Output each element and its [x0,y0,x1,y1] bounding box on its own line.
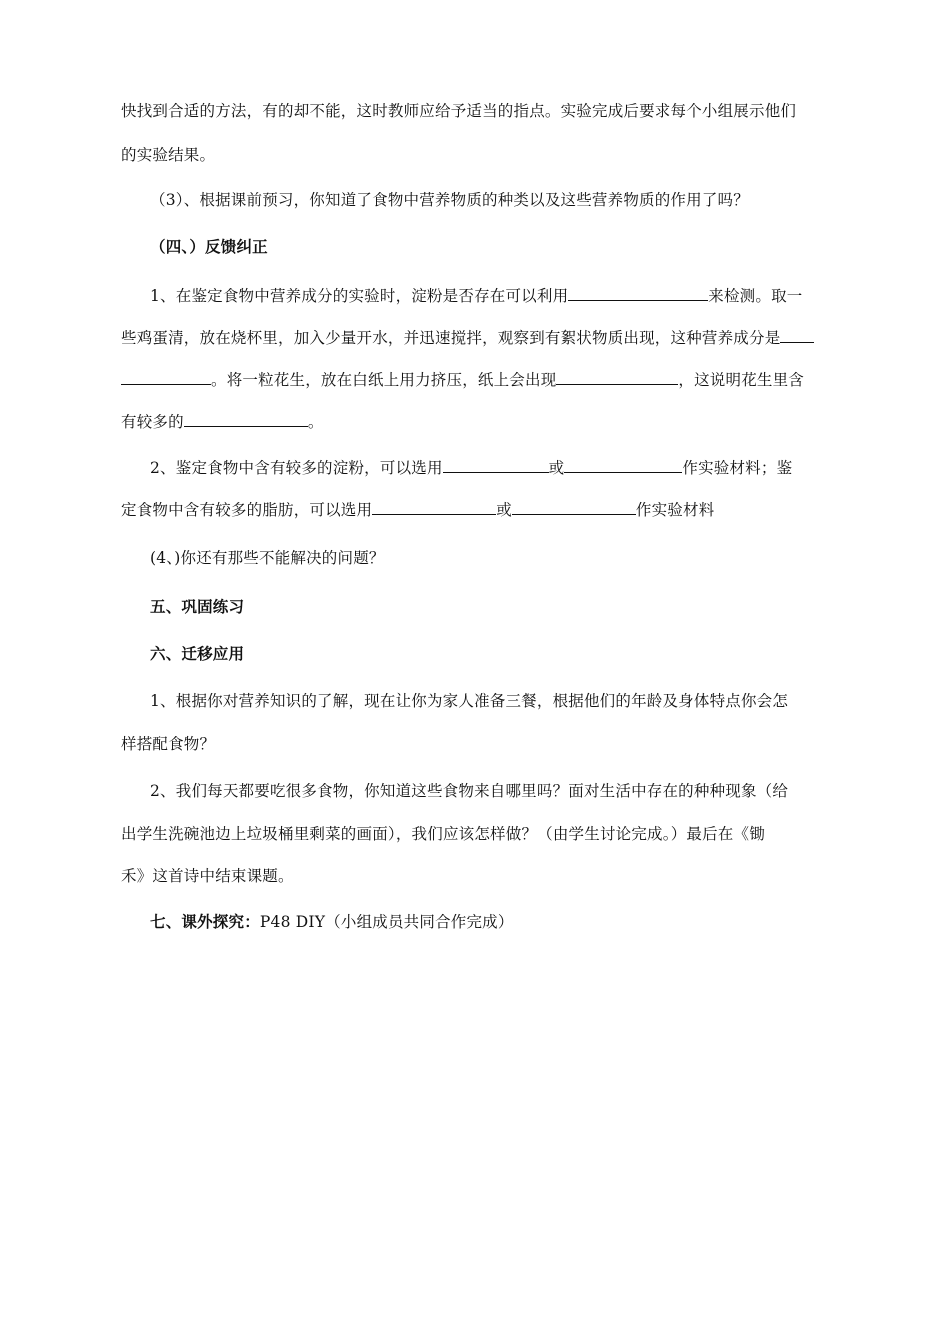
fill-blank [780,327,814,343]
fill-blank [556,369,678,385]
paragraph-line: 的实验结果。 [121,146,216,164]
exercise-text: 定食物中含有较多的脂肪，可以选用 [121,501,373,519]
exercise-text: 或 [496,501,512,519]
exercise-text: 作实验材料；鉴 [682,459,793,477]
exercise-text: 。 [307,413,324,431]
exercise-1-line [121,411,324,433]
question-4-text: (4、)你还有那些不能解决的问题？ [150,549,385,567]
paragraph-line: 快找到合适的方法，有的却不能，这时教师应给予适当的指点。实验完成后要求每个小组展示他们 [121,102,797,120]
exercise-text: 些鸡蛋清，放在烧杯里，加入少量开水，并迅速搅拌，观察到有絮状物质出现，这种营养成分是 [121,329,781,347]
exercise-1-line [150,285,802,307]
exercise-text: 有较多的 [121,413,184,431]
exercise-text: 1、在鉴定食物中营养成分的实验时，淀粉是否存在可以利用 [150,287,569,305]
heading-text: P48 DIY（小组成员共同合作完成） [259,913,514,931]
fill-blank [121,369,211,385]
exercise-1-line [121,369,804,391]
exercise-text: 来检测。取一 [708,287,803,305]
exercise-2-line [121,499,714,521]
fill-blank [568,285,708,301]
fill-blank [443,457,549,473]
exercise-text: ，这说明花生里含 [678,371,805,389]
section-heading-7 [150,911,514,933]
exercise-text: 作实验材料 [635,501,715,519]
section-heading-4: （四、）反馈纠正 [150,237,268,256]
question-3-text: （3）、根据课前预习，你知道了食物中营养物质的种类以及这些营养物质的作用了吗？ [150,191,749,209]
fill-blank [372,499,496,515]
exercise-text: 。将一粒花生，放在白纸上用力挤压，纸上会出现 [211,371,557,389]
fill-blank [512,499,636,515]
fill-blank [184,411,308,427]
exercise-1-line [121,327,814,349]
heading-label: 七、课外探究： [150,912,260,931]
application-2-line: 出学生洗碗池边上垃圾桶里剩菜的画面），我们应该怎样做？（由学生讨论完成。）最后在《锄 [121,825,765,843]
application-1-line: 1、根据你对营养知识的了解，现在让你为家人准备三餐，根据他们的年龄及身体特点你会怎 [150,692,789,710]
section-heading-6: 六、迁移应用 [150,644,245,663]
exercise-text: 2、鉴定食物中含有较多的淀粉，可以选用 [150,459,443,477]
application-1-line: 样搭配食物？ [121,735,216,753]
exercise-2-line [150,457,792,479]
exercise-text: 或 [548,459,565,477]
application-2-line: 2、我们每天都要吃很多食物，你知道这些食物来自哪里吗？面对生活中存在的种种现象（给 [150,782,789,800]
application-2-line: 禾》这首诗中结束课题。 [121,867,294,885]
fill-blank [564,457,682,473]
section-heading-5: 五、巩固练习 [150,597,245,616]
